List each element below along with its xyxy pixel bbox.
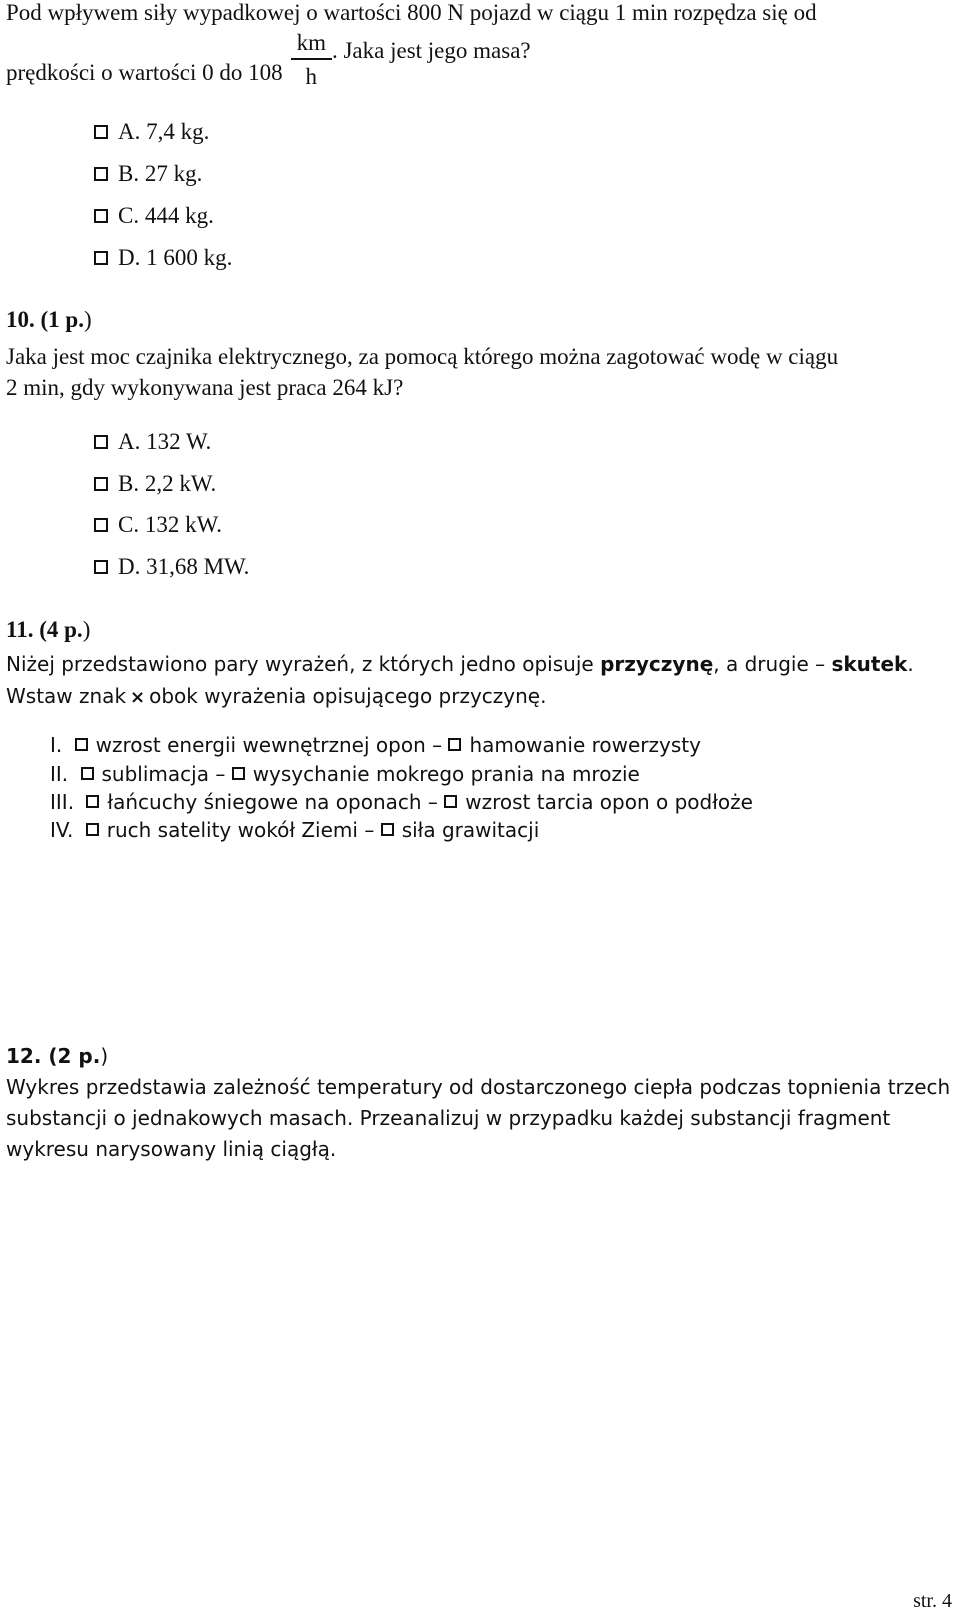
checkbox-icon[interactable] (381, 823, 394, 836)
q11-keyword-effect: skutek (831, 652, 908, 676)
checkbox-icon[interactable] (94, 477, 108, 491)
checkbox-icon[interactable] (232, 767, 245, 780)
option-label: C. 132 kW. (118, 512, 222, 537)
q12-number: 12. (2 p. (6, 1044, 101, 1068)
q10-text-line2: 2 min, gdy wykonywana jest praca 264 kJ? (6, 375, 404, 400)
q9-text-line2 (6, 28, 531, 94)
q11-number: 11. (4 p. (6, 617, 83, 642)
fraction-numerator: km (291, 28, 332, 60)
option-label: D. 31,68 MW. (118, 554, 250, 579)
pair-number: I. (50, 733, 63, 757)
option-label: A. 7,4 kg. (118, 119, 210, 144)
checkbox-icon[interactable] (94, 560, 108, 574)
q9-text-line1: Pod wpływem siły wypadkowej o wartości 800 N pojazd w ciągu 1 min rozpędza się od (6, 0, 817, 25)
q9-option-c[interactable] (94, 203, 214, 229)
checkbox-icon[interactable] (94, 518, 108, 532)
q11-text: Wstaw znak (6, 684, 127, 708)
checkbox-icon[interactable] (444, 795, 457, 808)
pair-number: III. (50, 790, 75, 814)
q11-pair-2 (50, 762, 640, 786)
pair-cause-option: ruch satelity wokół Ziemi – (106, 818, 375, 842)
option-label: B. 27 kg. (118, 161, 203, 186)
pair-cause-option: wzrost energii wewnętrznej opon – (95, 733, 443, 757)
q9-text-after-fraction: . Jaka jest jego masa? (331, 38, 531, 64)
q11-text: . (907, 652, 914, 676)
option-label: B. 2,2 kW. (118, 471, 217, 496)
option-label: D. 1 600 kg. (118, 245, 233, 270)
q9-option-d[interactable] (94, 245, 232, 271)
q11-pair-3 (50, 790, 753, 814)
pair-cause-option: sublimacja – (101, 762, 226, 786)
option-label: A. 132 W. (118, 429, 212, 454)
q11-text: Niżej przedstawiono pary wyrażeń, z których jedno opisuje (6, 652, 601, 676)
checkbox-icon[interactable] (94, 125, 108, 139)
q12-paren: ) (100, 1044, 109, 1068)
fraction-denominator: h (305, 64, 318, 89)
checkbox-icon[interactable] (94, 209, 108, 223)
q9-text-before-fraction: prędkości o wartości 0 do 108 (6, 60, 283, 86)
checkbox-icon[interactable] (86, 795, 99, 808)
q9-option-b[interactable] (94, 161, 202, 187)
q10-option-a[interactable] (94, 429, 211, 455)
x-mark-icon: × (130, 687, 146, 708)
checkbox-icon[interactable] (86, 823, 99, 836)
q10-option-d[interactable] (94, 554, 249, 580)
q10-option-b[interactable] (94, 471, 216, 497)
checkbox-icon[interactable] (448, 738, 461, 751)
checkbox-icon[interactable] (94, 435, 108, 449)
q11-text: obok wyrażenia opisującego przyczynę. (149, 684, 547, 708)
pair-effect-option: wzrost tarcia opon o podłoże (465, 790, 753, 814)
checkbox-icon[interactable] (94, 167, 108, 181)
q11-keyword-cause: przyczynę (600, 652, 714, 676)
q11-text-line1 (6, 652, 914, 676)
option-label: C. 444 kg. (118, 203, 214, 228)
checkbox-icon[interactable] (75, 738, 88, 751)
q12-text-line1: Wykres przedstawia zależność temperatury od dostarczonego ciepła podczas topnienia trzech (6, 1075, 951, 1099)
q11-pair-1 (50, 733, 701, 757)
q10-number: 10. (1 p. (6, 307, 84, 332)
q11-pair-4 (50, 818, 539, 842)
q12-text-line3: wykresu narysowany linią ciągłą. (6, 1137, 337, 1161)
q11-text-line2 (6, 684, 546, 708)
checkbox-icon[interactable] (81, 767, 94, 780)
pair-number: II. (50, 762, 69, 786)
pair-effect-option: wysychanie mokrego prania na mrozie (252, 762, 640, 786)
page-number: str. 4 (913, 1590, 952, 1612)
q9-option-a[interactable] (94, 119, 209, 145)
q12-text-line2: substancji o jednakowych masach. Przeanalizuj w przypadku każdej substancji fragment (6, 1106, 891, 1130)
pair-effect-option: siła grawitacji (401, 818, 540, 842)
pair-number: IV. (50, 818, 74, 842)
unit-fraction (291, 28, 332, 94)
pair-cause-option: łańcuchy śniegowe na oponach – (107, 790, 438, 814)
q11-header (6, 617, 90, 643)
checkbox-icon[interactable] (94, 251, 108, 265)
q11-text: , a drugie – (713, 652, 832, 676)
q10-text-line1: Jaka jest moc czajnika elektrycznego, za pomocą którego można zagotować wodę w ciągu (6, 344, 839, 369)
pair-effect-option: hamowanie rowerzysty (469, 733, 701, 757)
q12-header (6, 1044, 108, 1068)
q10-option-c[interactable] (94, 512, 222, 538)
q10-header (6, 307, 92, 333)
q10-paren: ) (83, 307, 92, 332)
q11-paren: ) (82, 617, 91, 642)
